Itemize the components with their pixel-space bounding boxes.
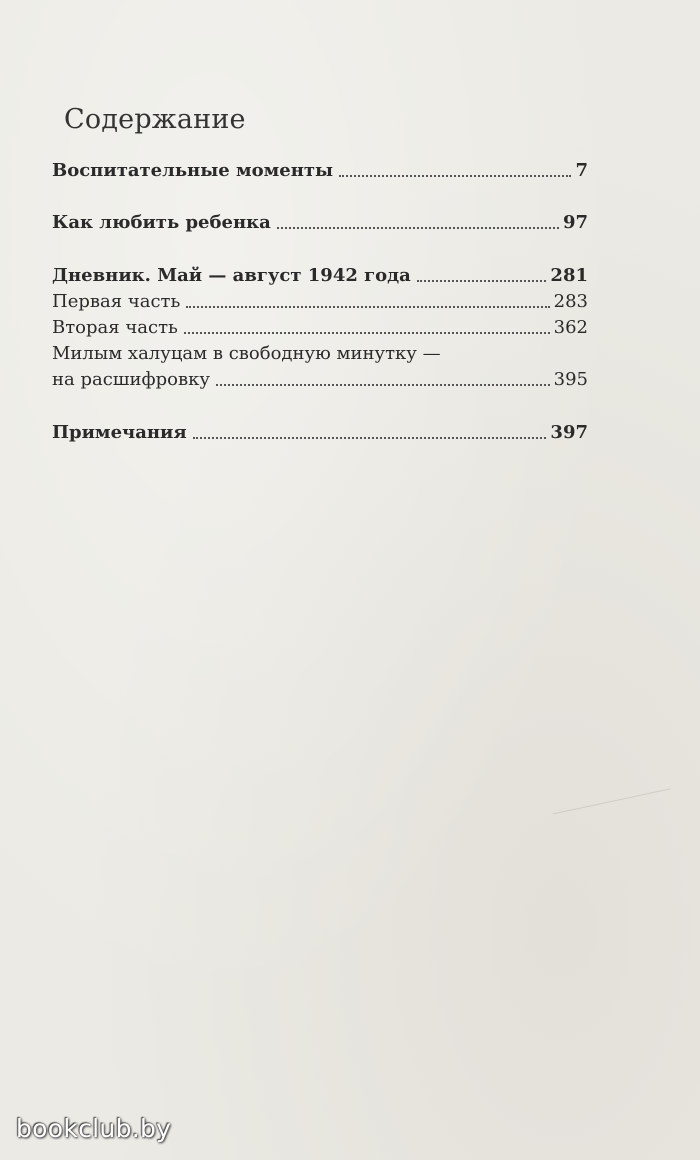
toc-entry-title: на расшифровку — [52, 369, 210, 390]
dot-leader — [277, 227, 559, 229]
paper-crease — [553, 788, 687, 892]
toc-entry — [52, 369, 588, 391]
toc-entry-title: Примечания — [52, 422, 187, 443]
toc-entry-title: Как любить ребенка — [52, 212, 271, 233]
toc-entry — [52, 160, 588, 182]
toc-entry-page: 395 — [553, 369, 588, 390]
toc-entry-title: Дневник. Май — август 1942 года — [52, 265, 411, 286]
toc-entry-page: 281 — [550, 265, 588, 286]
dot-leader — [339, 175, 571, 177]
toc-entry-page: 362 — [553, 317, 588, 338]
toc-entry-title-line1: Милым халуцам в свободную минутку — — [52, 343, 441, 364]
toc-entry-title: Вторая часть — [52, 317, 178, 338]
toc-entry-page: 283 — [553, 291, 588, 312]
site-watermark: bookclub.by — [16, 1114, 172, 1143]
dot-leader — [186, 306, 549, 308]
dot-leader — [193, 437, 547, 439]
toc-entry-page: 397 — [550, 422, 588, 443]
toc-entry — [52, 317, 588, 339]
toc-entry — [52, 212, 588, 234]
toc-entry — [52, 422, 588, 444]
toc-title: Содержание — [64, 104, 246, 135]
toc-entry — [52, 291, 588, 313]
toc-entry-page: 97 — [562, 212, 588, 233]
dot-leader — [216, 384, 550, 386]
toc-entry-page: 7 — [575, 160, 588, 181]
dot-leader — [184, 332, 550, 334]
dot-leader — [417, 280, 547, 282]
toc-entry-title: Воспитательные моменты — [52, 160, 334, 181]
toc-entry-title: Первая часть — [52, 291, 181, 312]
toc-entry — [52, 265, 588, 287]
